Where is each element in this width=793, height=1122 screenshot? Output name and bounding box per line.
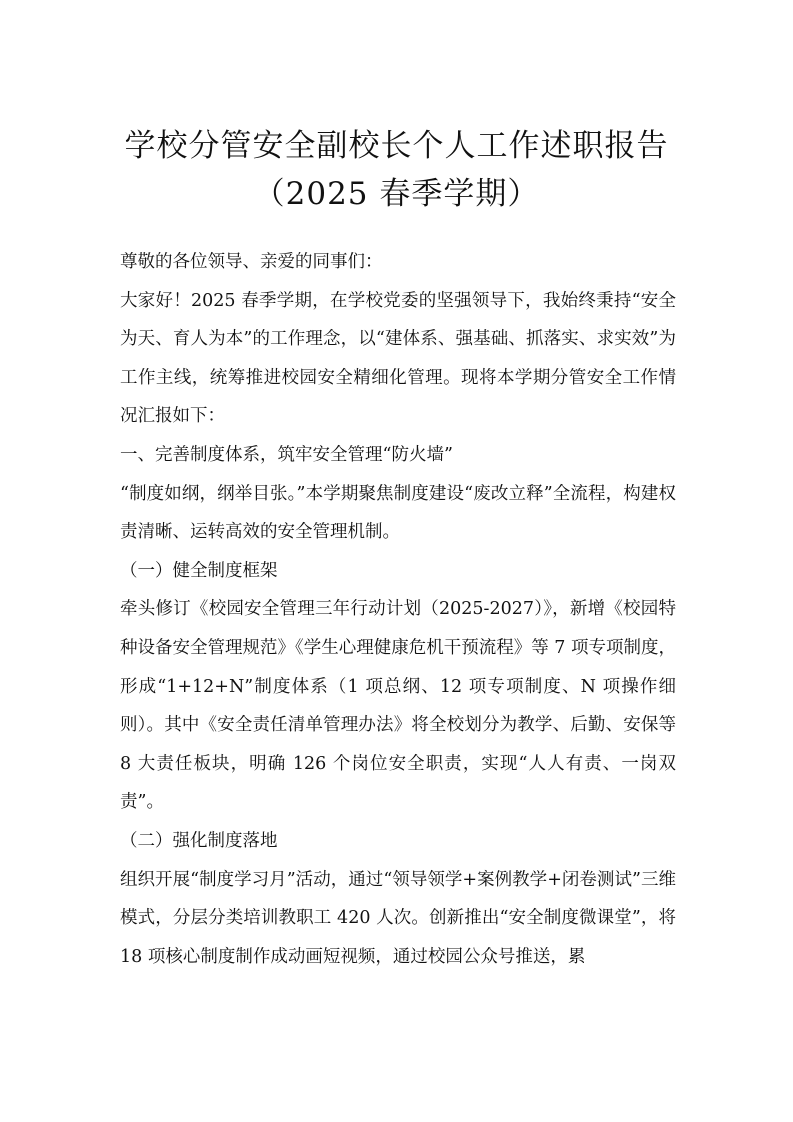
paragraph-subsection-2: 组织开展“制度学习月”活动，通过“领导领学+案例教学+闭卷测试”三维模式，分层分类培训教职工 420 人次。创新推出“安全制度微课堂”，将 18 项核心制度制作成动画短视频，通过校园公众号推送，累 — [120, 869, 676, 967]
subsection-heading-2: （二）强化制度落地 — [120, 830, 278, 851]
subtitle-text: （2025 春季学期） — [253, 176, 540, 212]
document-body — [120, 243, 676, 976]
section-heading-1: 一、完善制度体系，筑牢安全管理“防火墙” — [120, 444, 453, 465]
salutation: 尊敬的各位领导、亲爱的同事们： — [120, 252, 383, 272]
paragraph-intro: 大家好！2025 春季学期，在学校党委的坚强领导下，我始终秉持“安全为天、育人为本”的工作理念，以“建体系、强基础、抓落实、求实效”为工作主线，统筹推进校园安全精细化管理。现将本学期分管安全工作情况汇报如下： — [120, 290, 676, 427]
subsection-heading-1: （一）健全制度框架 — [120, 560, 278, 581]
document-subtitle — [0, 174, 793, 214]
paragraph-section-1: “制度如纲，纲举目张。”本学期聚焦制度建设“废改立释”全流程，构建权责清晰、运转高效的安全管理机制。 — [120, 483, 676, 543]
document-title: 学校分管安全副校长个人工作述职报告 — [124, 128, 669, 164]
paragraph-subsection-1: 牵头修订《校园安全管理三年行动计划（2025-2027）》，新增《校园特种设备安全管理规范》《学生心理健康危机干预流程》等 7 项专项制度，形成“1+12+N”制度体系（1 项总纲、12 项专项制度、N 项操作细则）。其中《安全责任清单管理办法》将全校划分为教学、后勤、安保等 8 大责任板块，明确 126 个岗位安全职责，实现“人人有责、一岗双责”。 — [120, 599, 677, 813]
